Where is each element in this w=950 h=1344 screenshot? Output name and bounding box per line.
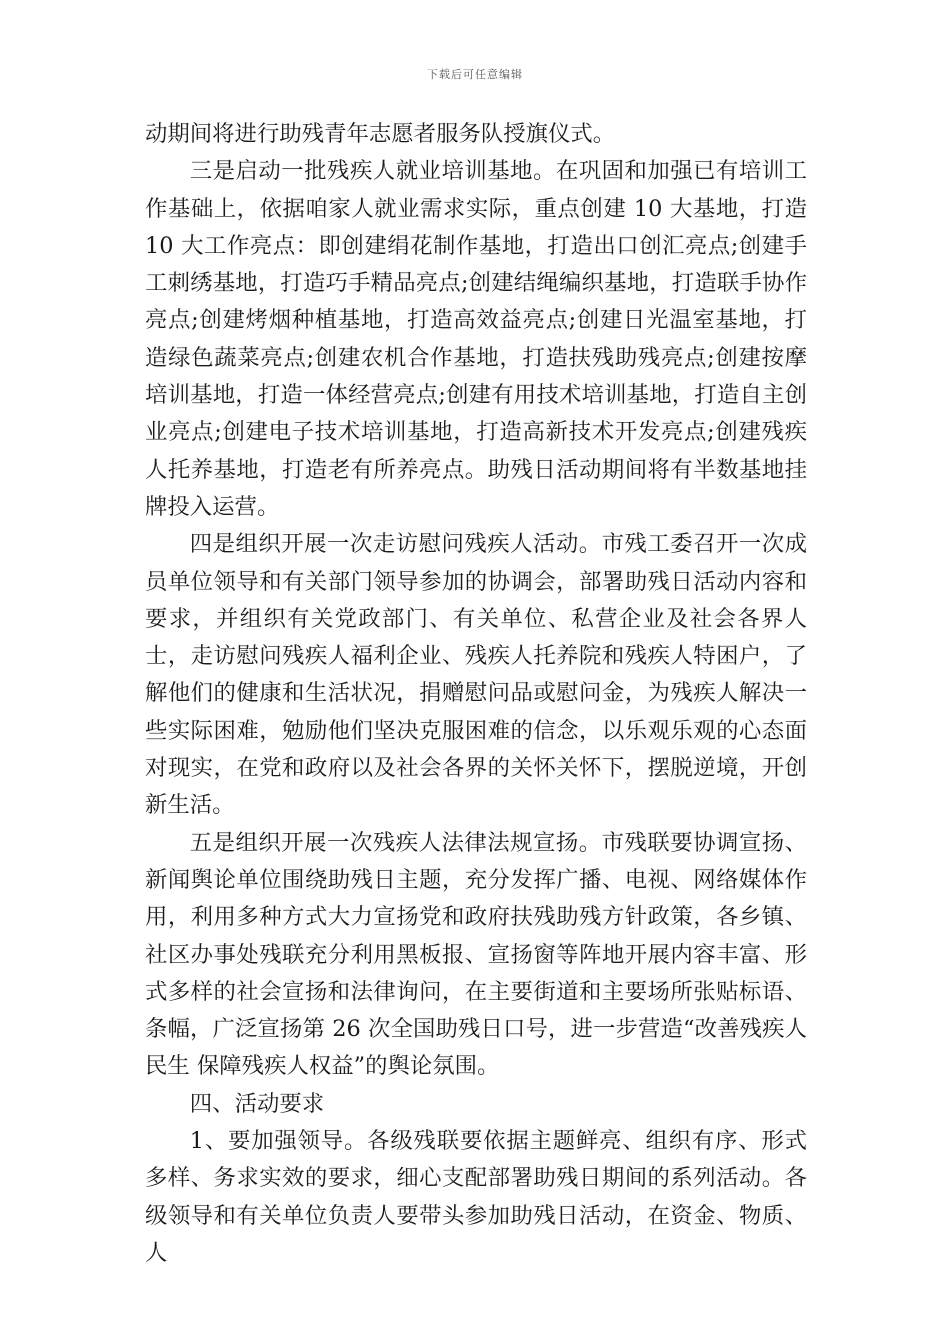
paragraph-legal-publicity: 五是组织开展一次残疾人法律法规宣扬。市残联要协调宣扬、新闻舆论单位围绕助残日主题，充分发挥广播、电视、网络媒体作用，利用多种方式大力宣扬党和政府扶残助残方针政策，各乡镇、社区办事处残联充分利用黑板报、宣扬窗等阵地开展内容丰富、形式多样的社会宣扬和法律询问，在主要街道和主要场所张贴标语、条幅，广泛宣扬第 26 次全国助残日口号，进一步营造“改善残疾人民生 保障残疾人权益”的舆论氛围。 — [145, 829, 807, 1080]
section-heading-requirements: 四、活动要求 — [189, 1090, 325, 1117]
paragraph-training-bases: 三是启动一批残疾人就业培训基地。在巩固和加强已有培训工作基础上，依据咱家人就业需求实际，重点创建 10 大基地，打造 10 大工作亮点：即创建绢花制作基地，打造出口创汇亮点;创建手工刺绣基地，打造巧手精品亮点;创建结绳编织基地，打造联手协作亮点;创建烤烟种植基地，打造高效益亮点;创建日光温室基地，打造绿色蔬菜亮点;创建农机合作基地，打造扶残助残亮点;创建按摩培训基地，打造一体经营亮点;创建有用技术培训基地，打造自主创业亮点;创建电子技术培训基地，打造高新技术开发亮点;创建残疾人托养基地，打造老有所养亮点。助残日活动期间将有半数基地挂牌投入运营。 — [145, 158, 807, 520]
paragraph-strengthen-leadership: 1、要加强领导。各级残联要依据主题鲜亮、组织有序、形式多样、务求实效的要求，细心支配部署助残日期间的系列活动。各级领导和有关单位负责人要带头参加助残日活动，在资金、物质、人 — [145, 1128, 807, 1266]
paragraph-visiting-activity: 四是组织开展一次走访慰问残疾人活动。市残工委召开一次成员单位领导和有关部门领导参加的协调会，部署助残日活动内容和要求，并组织有关党政部门、有关单位、私营企业及社会各界人士，走访慰问残疾人福利企业、残疾人托养院和残疾人特困户，了解他们的健康和生活状况，捐赠慰问品或慰问金，为残疾人解决一些实际困难，勉励他们坚决克服困难的信念，以乐观乐观的心态面对现实，在党和政府以及社会各界的关怀关怀下，摆脱逆境，开创新生活。 — [145, 531, 807, 819]
page-header: 下载后可任意编辑 — [427, 68, 523, 81]
paragraph-continuation: 动期间将进行助残青年志愿者服务队授旗仪式。 — [145, 121, 616, 147]
document-body — [145, 116, 807, 1272]
